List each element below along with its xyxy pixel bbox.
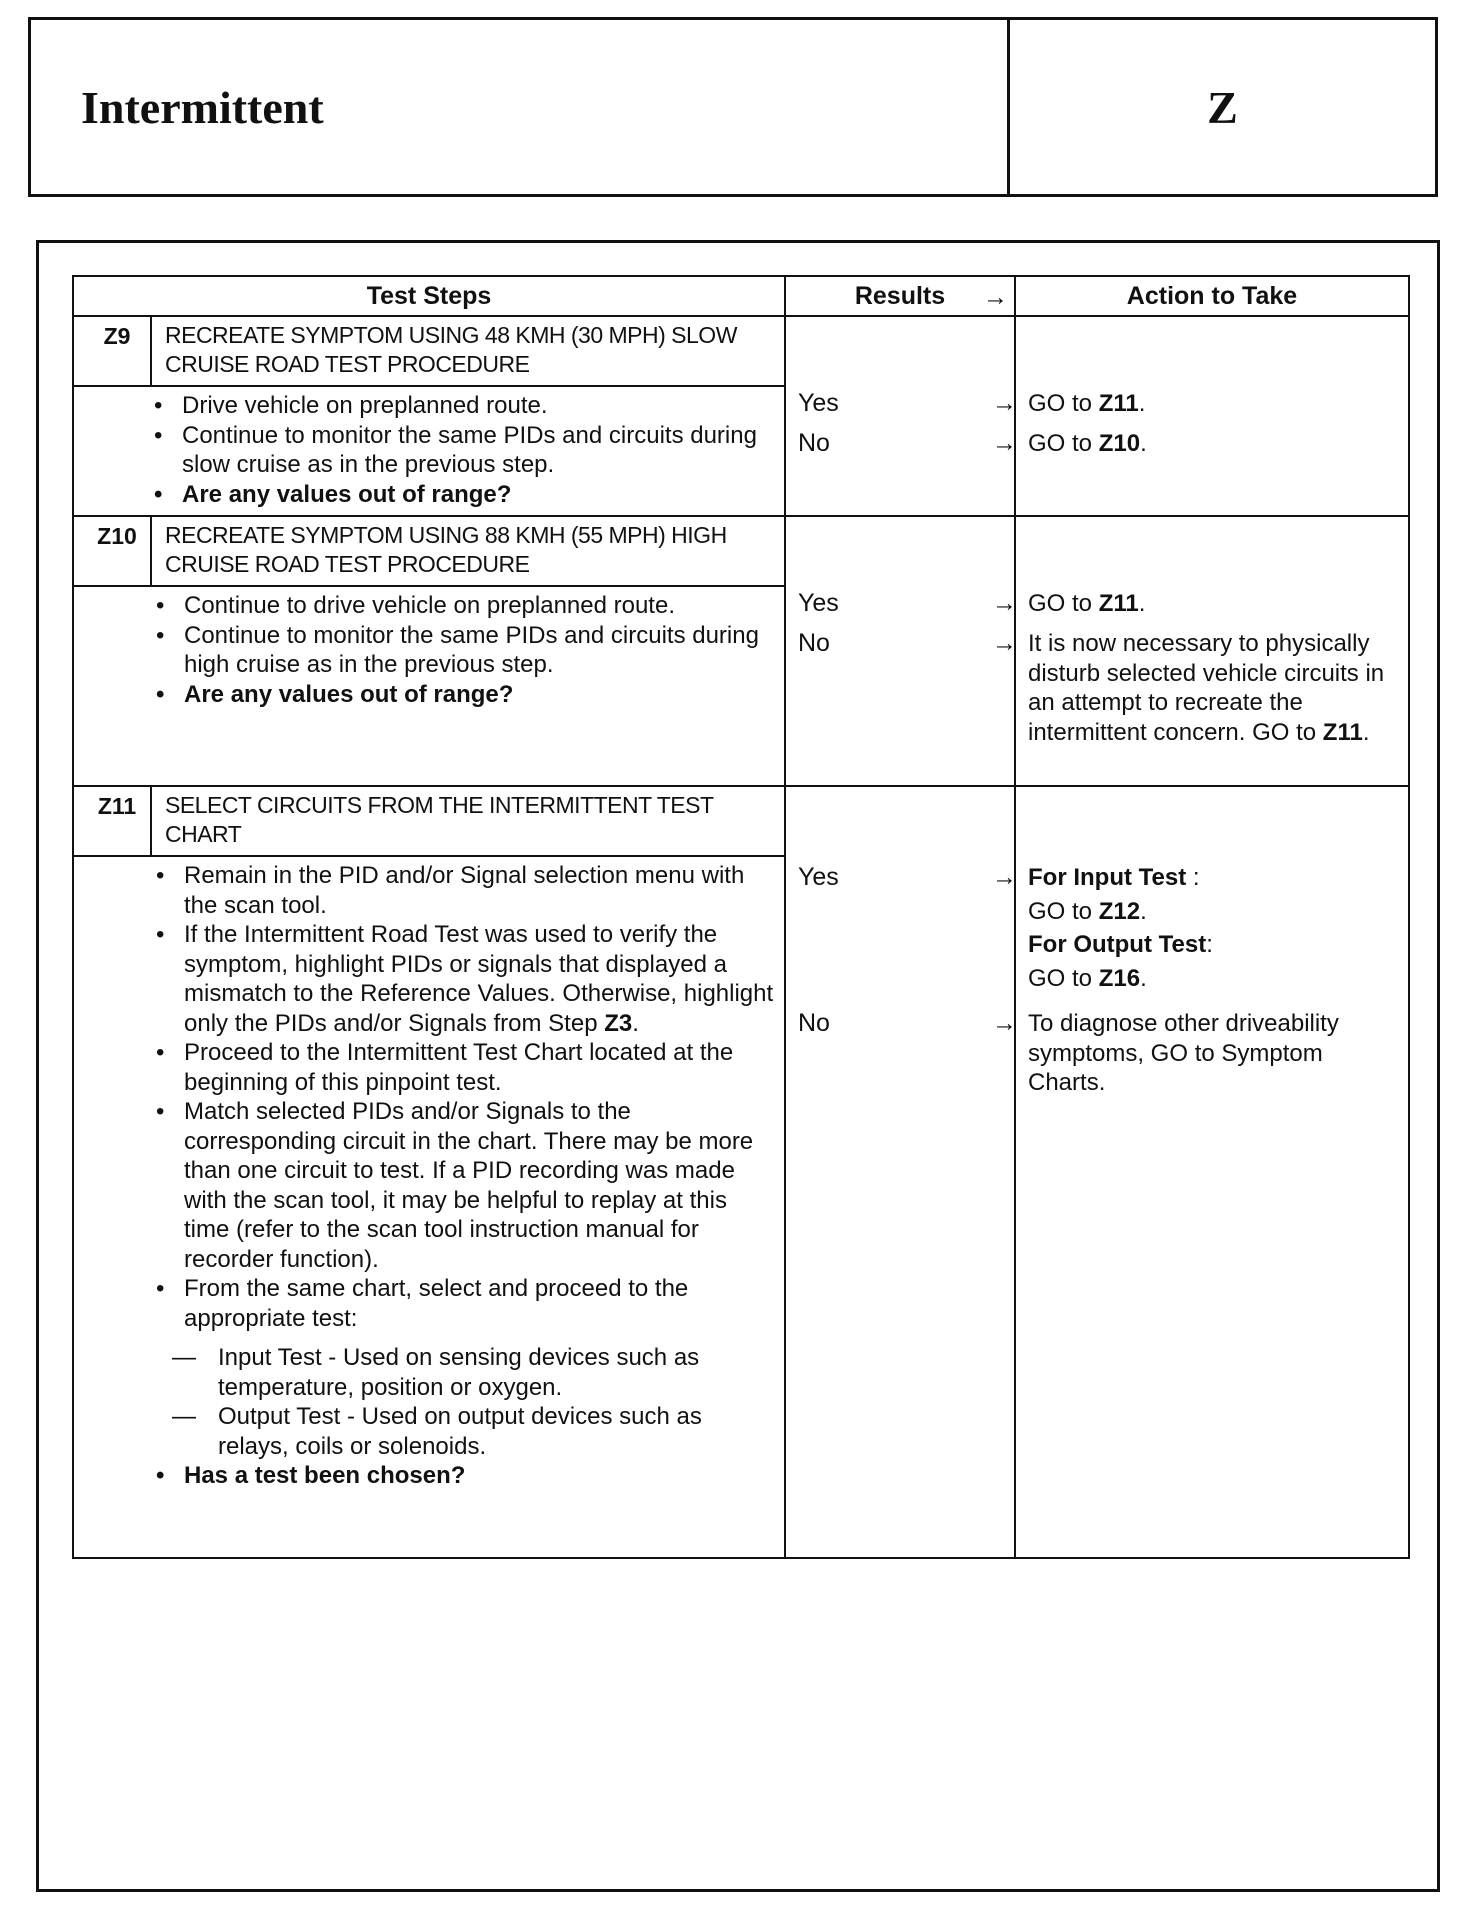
- step-body: [74, 587, 784, 715]
- action-go-text: GO to: [1028, 430, 1093, 457]
- result-yes: [798, 863, 1017, 892]
- step-question: • Has a test been chosen?: [154, 1461, 774, 1491]
- result-yes-label: Yes: [798, 863, 839, 891]
- action-go-text: GO to: [1028, 390, 1093, 417]
- steps-cell: [74, 517, 786, 785]
- step-question: • Are any values out of range?: [152, 480, 774, 510]
- result-yes: [798, 589, 1017, 618]
- results-cell: [786, 517, 1016, 785]
- step-code: Z11: [74, 787, 152, 855]
- step-bullet: • Remain in the PID and/or Signal selection menu with the scan tool.: [154, 861, 774, 920]
- step-question: • Are any values out of range?: [154, 680, 774, 710]
- step-body: [74, 387, 784, 515]
- table-header: [72, 275, 1410, 317]
- action-yes: GO to Z11.: [1028, 390, 1146, 417]
- step-code: Z9: [74, 317, 152, 385]
- step-header: [74, 517, 784, 587]
- header-code-cell: [1010, 20, 1435, 194]
- action-cell: [1016, 317, 1408, 515]
- action-no: To diagnose other driveability symptoms, GO to Symptom Charts.: [1028, 1010, 1339, 1096]
- steps-cell: [74, 317, 786, 515]
- header-test-steps: Test Steps: [74, 277, 786, 315]
- step-ref: Z11: [1098, 390, 1139, 417]
- step-block-z10: [72, 517, 1410, 787]
- result-no-label: No: [798, 429, 830, 457]
- result-no: [798, 429, 1017, 458]
- step-title: SELECT CIRCUITS FROM THE INTERMITTENT TEST CHART: [165, 792, 714, 847]
- page-title: Intermittent: [81, 81, 324, 133]
- arrow-right-icon: →: [992, 389, 1017, 417]
- pinpoint-test-code: Z: [1207, 81, 1238, 133]
- result-yes-label: Yes: [798, 389, 839, 417]
- steps-cell: [74, 787, 786, 1557]
- step-bullet: • Continue to monitor the same PIDs and circuits during high cruise as in the previous step.: [154, 621, 774, 680]
- step-header: [74, 787, 784, 857]
- step-block-z9: [72, 317, 1410, 517]
- step-ref: Z11: [1098, 590, 1139, 617]
- step-bullet: • From the same chart, select and proceed to the appropriate test:: [154, 1274, 774, 1333]
- action-go-text: GO to: [1028, 964, 1093, 992]
- step-ref: Z11: [1322, 718, 1363, 746]
- input-test-label: For Input Test: [1028, 864, 1187, 891]
- step-bullet: • Drive vehicle on preplanned route.: [152, 391, 774, 421]
- step-bullet: • Proceed to the Intermittent Test Chart located at the beginning of this pinpoint test.: [154, 1038, 774, 1097]
- step-title: RECREATE SYMPTOM USING 48 KMH (30 MPH) SLOW CRUISE ROAD TEST PROCEDURE: [165, 322, 737, 377]
- action-go-text: GO to: [1028, 897, 1093, 925]
- results-cell: [786, 787, 1016, 1557]
- result-yes-label: Yes: [798, 589, 839, 617]
- arrow-right-icon: →: [992, 629, 1017, 657]
- step-title: RECREATE SYMPTOM USING 88 KMH (55 MPH) HIGH CRUISE ROAD TEST PROCEDURE: [165, 522, 727, 577]
- header-title-cell: [31, 20, 1010, 194]
- step-bullet: • If the Intermittent Road Test was used to verify the symptom, highlight PIDs or signals that displayed a mismatch to the Reference Values. Otherwise, highlight only the PIDs and/or Signals from Step Z3.: [154, 920, 774, 1038]
- result-yes: [798, 389, 1017, 418]
- header-action-to-take: Action to Take: [1126, 281, 1298, 310]
- result-no: [798, 629, 1017, 658]
- result-no-label: No: [798, 1009, 830, 1037]
- results-cell: [786, 317, 1016, 515]
- step-block-z11: [72, 787, 1410, 1559]
- result-no-label: No: [798, 629, 830, 657]
- action-no-text: It is now necessary to physically disturb selected vehicle circuits in an attempt to recreate the intermittent concern. GO to: [1028, 630, 1385, 746]
- action-cell: [1016, 787, 1408, 1557]
- step-code: Z10: [74, 517, 152, 585]
- step-bullet-text: If the Intermittent Road Test was used to verify the symptom, highlight PIDs or signals that displayed a mismatch to the Reference Values. Otherwise, highlight only the PIDs and/or Signals from Step: [184, 921, 774, 1037]
- header-results: [786, 277, 1016, 315]
- step-ref: Z16: [1098, 964, 1141, 992]
- page-header: [28, 17, 1438, 197]
- action-yes: GO to Z11.: [1028, 590, 1146, 617]
- result-no: [798, 1009, 1017, 1038]
- content-frame: [36, 240, 1440, 1892]
- step-bullet: • Continue to drive vehicle on preplanned route.: [154, 591, 774, 621]
- step-bullet: • Continue to monitor the same PIDs and circuits during slow cruise as in the previous step.: [152, 421, 774, 480]
- action-yes: For Input Test : GO to Z12. For Output Test: GO to Z16.: [1028, 864, 1213, 992]
- step-body: [74, 857, 784, 1497]
- action-no: It is now necessary to physically disturb selected vehicle circuits in an attempt to recreate the intermittent concern. GO to Z11.: [1028, 630, 1385, 746]
- step-ref: Z12: [1098, 897, 1141, 925]
- action-cell: [1016, 517, 1408, 785]
- step-subitem: — Output Test - Used on output devices such as relays, coils or solenoids.: [172, 1402, 774, 1461]
- step-subitem: — Input Test - Used on sensing devices such as temperature, position or oxygen.: [172, 1343, 774, 1402]
- step-ref: Z10: [1098, 430, 1141, 457]
- action-go-text: GO to: [1028, 590, 1093, 617]
- arrow-right-icon: →: [992, 1009, 1017, 1037]
- step-header: [74, 317, 784, 387]
- header-results-label: Results: [854, 281, 946, 310]
- step-ref: Z3: [604, 1009, 633, 1037]
- arrow-right-icon: →: [992, 863, 1017, 891]
- action-no: GO to Z10.: [1028, 430, 1147, 457]
- arrow-right-icon: →: [983, 283, 1008, 311]
- arrow-right-icon: →: [992, 429, 1017, 457]
- output-test-label: For Output Test: [1028, 931, 1207, 958]
- test-steps-table: [72, 275, 1410, 1559]
- arrow-right-icon: →: [992, 589, 1017, 617]
- step-bullet: • Match selected PIDs and/or Signals to the corresponding circuit in the chart. There may be more than one circuit to test. If a PID recording was made with the scan tool, it may be helpful to replay at this time (refer to the scan tool instruction manual for recorder function).: [154, 1097, 774, 1274]
